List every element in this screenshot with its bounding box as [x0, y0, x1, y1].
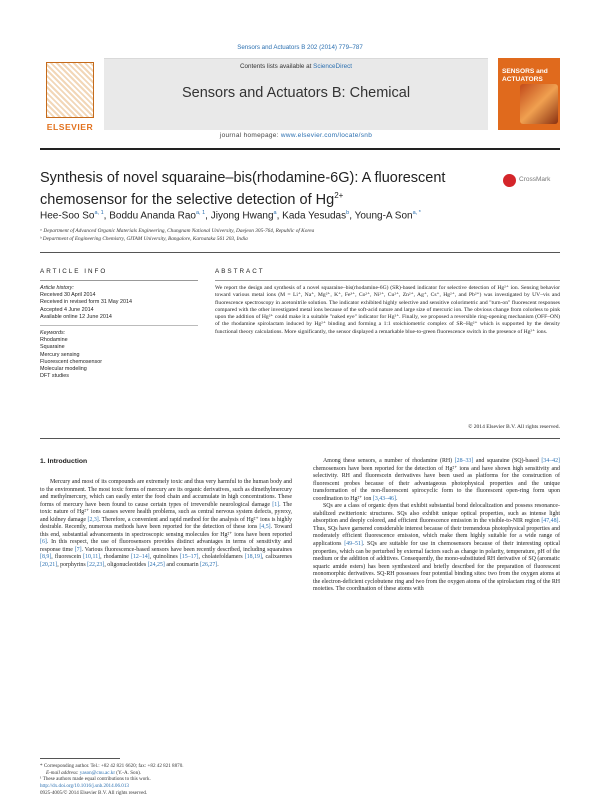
journal-homepage: [104, 132, 488, 139]
citation-link[interactable]: [18,19]: [244, 554, 262, 561]
paragraph-text: and squaraine (SQ)-based: [473, 458, 542, 464]
online-date: Available online 12 June 2014: [40, 313, 112, 320]
intro-paragraph-1: [40, 479, 292, 570]
paragraph-text: . Therefore, a convenient and rapid method for the analysis of Hg²⁺ ions is highly desirable. Recently, numerous methods have been reported for the detection of these ions: [40, 516, 292, 531]
author-affiliation-marker[interactable]: a: [273, 210, 277, 216]
keyword-list: [40, 337, 198, 380]
elsevier-tree-icon: [46, 62, 94, 118]
revised-date: Received in revised form 31 May 2014: [40, 299, 132, 306]
cover-artwork: [520, 84, 558, 124]
accepted-date: Accepted 4 June 2014: [40, 306, 94, 313]
paragraph-text: . Toward this end, substantial advancements in spectroscopic sensing molecules for Hg²⁺ ions have been reported: [40, 524, 292, 538]
citation-link[interactable]: [10,11]: [83, 554, 101, 561]
contents-prefix: Contents lists available at: [239, 63, 314, 70]
intro-paragraph-2: [313, 458, 560, 503]
paragraph-text: .: [395, 495, 398, 502]
citation-link[interactable]: [12–14]: [130, 554, 150, 561]
paragraph-text: . In this respect, the use of fluorosensors provides distinct advantages in terms of sensitivity and response time: [40, 539, 292, 553]
paragraph-text: Among these sensors, a number of rhodamine (RH): [323, 458, 455, 464]
keyword-item: Molecular modeling: [40, 366, 87, 373]
citation-link[interactable]: [34–42]: [541, 458, 560, 464]
author-name[interactable]: Kada Yesudas: [282, 210, 347, 222]
paragraph-text: , oligonucleotides: [104, 562, 148, 569]
paragraph-text: .: [217, 562, 219, 569]
affiliation-divider: [40, 252, 560, 253]
history-label: Article history:: [40, 285, 74, 291]
author-affiliation-marker[interactable]: a, 1: [195, 210, 206, 216]
keywords-divider: [40, 325, 198, 326]
journal-title: Sensors and Actuators B: Chemical: [181, 85, 411, 101]
keyword-item: Fluorescent chemosensor: [40, 358, 103, 365]
citation-link[interactable]: [26,27]: [200, 562, 218, 569]
elsevier-logo: [40, 62, 100, 132]
article-title: [40, 170, 470, 209]
citation-link[interactable]: [8,9]: [40, 554, 52, 561]
paragraph-text: . The toxic nature of Hg²⁺ ions causes severe health problems, such as central nervous system defects, pyrexy, and kidney damage: [40, 501, 292, 523]
citation-link[interactable]: [24,25]: [147, 562, 165, 569]
paragraph-text: Mercury and most of its compounds are extremely toxic and thus very harmful to the human body and to the environment. The most toxic forms of mercury are its organic derivatives, such as dimethylmercury and methylmercury, which can easily enter the food chain and accumulate in high concentrations. These forms of mercury have been found to cause certain types of irreversible neurological damage: [40, 479, 292, 508]
journal-cover-image: [498, 58, 560, 130]
citation-link[interactable]: [7]: [74, 546, 82, 553]
journal-reference[interactable]: Sensors and Actuators B 202 (2014) 779–787: [237, 44, 363, 51]
author-name[interactable]: Jiyong Hwang: [210, 210, 274, 222]
email-label: E-mail address:: [46, 769, 80, 776]
citation-link[interactable]: [2,3]: [87, 516, 99, 523]
citation-link[interactable]: [1]: [272, 501, 280, 508]
paragraph-text: , fluorescein: [51, 554, 84, 561]
citation-link[interactable]: [4,5]: [259, 524, 271, 531]
email-link[interactable]: yason@cnu.ac.kr: [79, 769, 116, 776]
doi-link[interactable]: http://dx.doi.org/10.1016/j.snb.2014.06.013: [40, 783, 129, 789]
author-affiliation-marker[interactable]: a, 1: [94, 210, 104, 216]
paragraph-text: . SQs are suitable for use in chemosensors because of their interesting optical properties, which can be perturbed by external factors such as change in polarity, temperature, pH of the medium or the addition of additives. Consequently, the mono-substituted RH derivative of SQ (aromatic squaric amide esters) has been synthesized and briefly described for the preparation of fluorescent monomorphic derivatives. SQ-RH possesses four potential binding sites: two from the oxygen atoms at the electron-deficient cyclobutene ring and two from the oxygen atoms of the spirolactam ring of the RH moieties. The coordination of these atoms with: [313, 541, 561, 593]
issn-line: 0925-4005/© 2014 Elsevier B.V. All rights reserved.: [40, 789, 148, 795]
equal-contribution-note: ¹ These authors made equal contributions to this work.: [40, 776, 151, 783]
paragraph-text: , cholatefoldamers: [198, 554, 245, 561]
abstract-copyright: © 2014 Elsevier B.V. All rights reserved.: [468, 424, 560, 430]
paragraph-text: , rhodamine: [100, 554, 131, 561]
abstract-divider: [215, 280, 560, 281]
citation-link[interactable]: [6]: [40, 539, 47, 546]
introduction-heading: 1. Introduction: [40, 458, 88, 465]
corresponding-author-note: * Corresponding author. Tel.: +82 42 821 6620; fax: +82 42 821 8870.: [40, 763, 184, 769]
journal-masthead: [40, 58, 560, 146]
body-column-left: [40, 458, 292, 570]
body-column-right: [313, 458, 560, 594]
author-name[interactable]: Boddu Ananda Rao: [109, 210, 196, 222]
homepage-link[interactable]: www.elsevier.com/locate/snb: [280, 132, 373, 139]
footnote-divider: [40, 758, 120, 759]
abstract-heading: ABSTRACT: [215, 268, 265, 275]
author-separator: ,: [205, 210, 211, 222]
paragraph-text: , quinolines: [149, 554, 180, 561]
author-name[interactable]: Young-A Son: [354, 210, 413, 222]
article-info-panel: [40, 285, 198, 380]
paragraph-text: and coumarin: [164, 562, 201, 569]
email-note: [40, 770, 300, 777]
affiliation-a: ᵃ Department of Advanced Organic Materials Engineering, Chungnam National University, Daejeon 305-764, Republic of Korea: [40, 228, 315, 234]
paragraph-text: . Thus, SQs have garnered considerable interest because of their tremendous photophysical properties and moderately efficient fluorescence emission, which make them highly suitable for a wide range of applications: [313, 518, 560, 548]
homepage-label: journal homepage:: [219, 132, 281, 139]
keyword-item: Rhodamine: [40, 337, 68, 344]
author-separator: ,: [103, 210, 110, 222]
contents-line: [104, 63, 488, 70]
citation-link[interactable]: [20,21]: [40, 562, 58, 569]
author-list: [40, 210, 560, 221]
author-affiliation-marker[interactable]: b: [346, 210, 350, 216]
citation-link[interactable]: [28–33]: [454, 458, 474, 464]
article-title-superscript: 2+: [334, 191, 344, 200]
citation-link[interactable]: [47,48]: [541, 518, 559, 525]
author-name[interactable]: Hee-Soo So: [40, 210, 95, 222]
citation-link[interactable]: [3,43–46]: [372, 495, 396, 502]
paragraph-text: , porphyrins: [57, 562, 88, 569]
doi-block: [40, 783, 300, 795]
abstract-text: We report the design and synthesis of a novel squaraine–bis(rhodamine-6G) (SR)-based indicator for selective detection of Hg²⁺ ion. Sensing behavior toward various metal ions (M = Li⁺, Na⁺, Mg²⁺, K⁺, Fe³⁺, Co²⁺, Ni²⁺, Cu²⁺, Zn²⁺, Ag⁺, Cs⁺, Hg²⁺, and Pb²⁺) was investigated by UV–vis and fluorescence spectroscopy in acetonitrile solution. The indicator exhibited highly selective and sensitive colorimetric and "turn-on" fluorescent responses compared with the other investigated metal ions because of the soft-acid nature and large size of mercuric ion. The obvious change from colorless to pink upon the addition of Hg²⁺ could make it a suitable "naked eye" indicator for Hg²⁺. Finally, we proposed a reversible ring-opening mechanism (OFF–ON) of the rhodamine spirolactam induced by Hg²⁺ binding and forming a 1:1 stoichiometric complex of SR–Hg²⁺ which is supported by the density functional theory calculations. More significantly, the sensor displayed a remarkable blue-to-green fluorescence switch in the presence of Hg²⁺ ions.: [215, 285, 560, 335]
paragraph-text: , calixarenes: [261, 554, 293, 561]
masthead-banner: [104, 58, 488, 130]
sciencedirect-link[interactable]: ScienceDirect: [313, 63, 352, 70]
keyword-item: Mercury sensing: [40, 351, 80, 358]
affiliation-b: ᵇ Department of Engineering Chemistry, GITAM University, Bangalore, Karnataka 561 203, India: [40, 236, 248, 242]
keyword-item: DFT studies: [40, 373, 69, 380]
article-info-heading: ARTICLE INFO: [40, 268, 108, 275]
paragraph-text: . Various fluorescence-based sensors have been recently described, including squaraines: [81, 546, 292, 553]
citation-link[interactable]: [22,23]: [87, 562, 105, 569]
citation-link[interactable]: [49–51]: [344, 541, 363, 548]
crossmark-label: CrossMark: [519, 176, 551, 183]
intro-paragraph-3: [313, 503, 560, 594]
crossmark-icon: [503, 174, 516, 187]
author-affiliation-marker[interactable]: a, *: [412, 210, 421, 216]
abstract-bottom-divider: [40, 438, 560, 439]
article-info-divider: [40, 280, 198, 281]
paragraph-text: SQs are a class of organic dyes that exhibit substantial bond delocalization and possess resonance-stabilized zwitterionic structures. SQs also exhibit unique optical properties, such as intense light absorption and deeply colored, and efficient fluorescence emission in the visible-to-NIR region: [313, 503, 560, 525]
header-divider: [40, 148, 560, 150]
keywords-label: Keywords:: [40, 330, 66, 337]
paragraph-text: chemosensors have been reported for the detection of Hg²⁺ ions and have shown high sensitivity and selectivity. RH and fluorescein derivatives have been used as platforms for the construction of fluorescent probes because of their advantageous photophysical properties and the unique transformation of the non-fluorescent spirocyclic form to the fluorescent open-ring form upon coordination to Hg²⁺ ion: [313, 465, 560, 502]
received-date: Received 30 April 2014: [40, 292, 96, 299]
email-suffix: (Y.-A. Son).: [115, 769, 142, 776]
author-separator: ,: [276, 210, 283, 222]
article-title-text: Synthesis of novel squaraine–bis(rhodamine-6G): A fluorescent chemosensor for the selective detection of Hg: [40, 170, 446, 208]
footnotes: [40, 763, 300, 783]
crossmark-badge[interactable]: [503, 172, 559, 190]
citation-link[interactable]: [15–17]: [179, 554, 199, 561]
cover-title: SENSORS and ACTUATORS: [502, 68, 548, 83]
keyword-item: Squaraine: [40, 344, 65, 351]
publisher-name: ELSEVIER: [46, 122, 94, 132]
author-separator: ,: [349, 210, 355, 222]
